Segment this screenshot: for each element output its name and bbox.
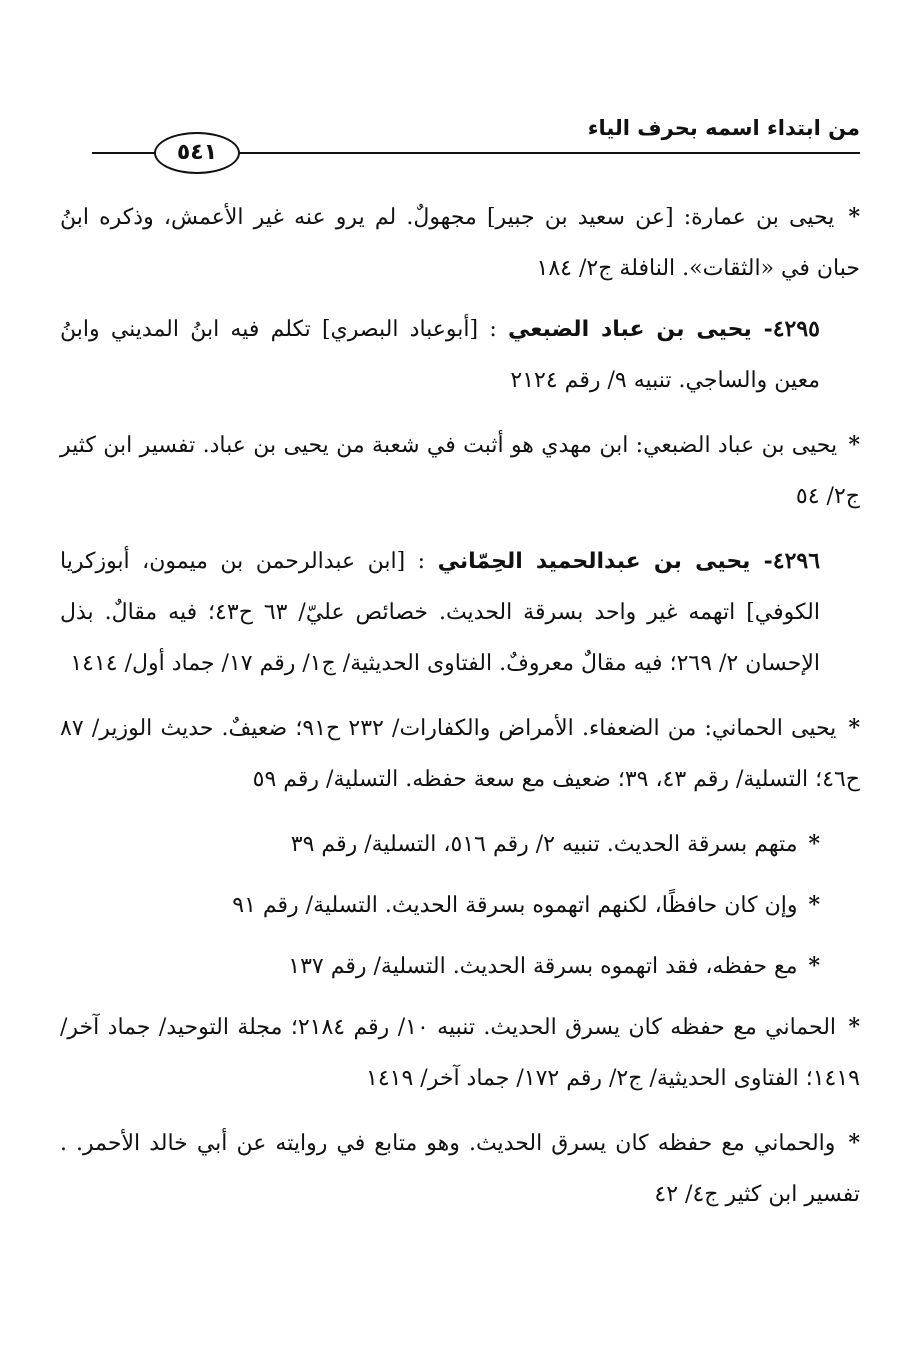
entry-text: : [ابن عبدالرحمن بن ميمون، أبوزكريا الكوفي] اتهمه غير واحد بسرقة الحديث. خصائص عليّ/ ٦٣ ح٤٣؛ فيه مقالٌ. بذل الإحسان ٢/ ٢٦٩؛ فيه مقالٌ معروفٌ. الفتاوى الحديثية/ ج١/ رقم ١٧/ جماد أول/ ١٤١٤: [60, 549, 820, 676]
star-marker: *: [848, 204, 860, 230]
star-marker: *: [848, 432, 860, 458]
note-text: وإن كان حافظًا، لكنهم اتهموه بسرقة الحديث. التسلية/ رقم ٩١: [232, 893, 798, 918]
entry-name: يحيى بن عبدالحميد الحِمّاني: [437, 549, 751, 574]
note-text: يحيى بن عمارة: [عن سعيد بن جبير] مجهولٌ. لم يرو عنه غير الأعمش، وذكره ابنُ حبان في «الثقات». النافلة ج٢/ ١٨٤: [60, 205, 860, 281]
note-paragraph: [60, 420, 860, 522]
note-paragraph: [60, 880, 860, 931]
page-header: [92, 112, 860, 184]
star-marker: *: [808, 892, 820, 918]
note-text: مع حفظه، فقد اتهموه بسرقة الحديث. التسلية/ رقم ١٣٧: [288, 954, 798, 979]
page-content: [60, 192, 860, 1230]
star-marker: *: [808, 831, 820, 857]
note-text: يحيى الحماني: من الضعفاء. الأمراض والكفارات/ ٢٣٢ ح٩١؛ ضعيفٌ. حديث الوزير/ ٨٧ ح٤٦؛ التسلية/ رقم ٤٣، ٣٩؛ ضعيف مع سعة حفظه. التسلية/ رقم ٥٩: [60, 716, 860, 792]
running-title: من ابتداء اسمه بحرف الياء: [587, 116, 860, 140]
entry-number: ٤٢٩٥-: [751, 316, 820, 342]
note-text: متهم بسرقة الحديث. تنبيه ٢/ رقم ٥١٦، التسلية/ رقم ٣٩: [290, 832, 798, 857]
page-number: ٥٤١: [154, 132, 240, 174]
note-paragraph: [60, 1002, 860, 1104]
star-marker: *: [848, 1014, 860, 1040]
note-text: يحيى بن عباد الضبعي: ابن مهدي هو أثبت في شعبة من يحيى بن عباد. تفسير ابن كثير ج٢/ ٥٤: [60, 433, 860, 509]
note-paragraph: [60, 819, 860, 870]
entry-name: يحيى بن عباد الضبعي: [507, 317, 752, 342]
note-paragraph: [60, 1118, 860, 1220]
note-paragraph: [60, 192, 860, 294]
entry-number: ٤٢٩٦-: [750, 548, 821, 574]
note-text: الحماني مع حفظه كان يسرق الحديث. تنبيه ١٠/ رقم ٢١٨٤؛ مجلة التوحيد/ جماد آخر/ ١٤١٩؛ الفتاوى الحديثية/ ج٢/ رقم ١٧٢/ جماد آخر/ ١٤١٩: [60, 1015, 860, 1091]
entry-text: : [أبوعباد البصري] تكلم فيه ابنُ المديني وابنُ معين والساجي. تنبيه ٩/ رقم ٢١٢٤: [60, 317, 820, 393]
entry-paragraph: [60, 536, 860, 689]
entry-paragraph: [60, 304, 860, 406]
star-marker: *: [848, 715, 860, 741]
note-paragraph: [60, 703, 860, 805]
note-paragraph: [60, 941, 860, 992]
note-text: والحماني مع حفظه كان يسرق الحديث. وهو متابع في روايته عن أبي خالد الأحمر. . تفسير ابن كثير ج٤/ ٤٢: [60, 1131, 860, 1207]
star-marker: *: [808, 953, 820, 979]
star-marker: *: [848, 1130, 860, 1156]
